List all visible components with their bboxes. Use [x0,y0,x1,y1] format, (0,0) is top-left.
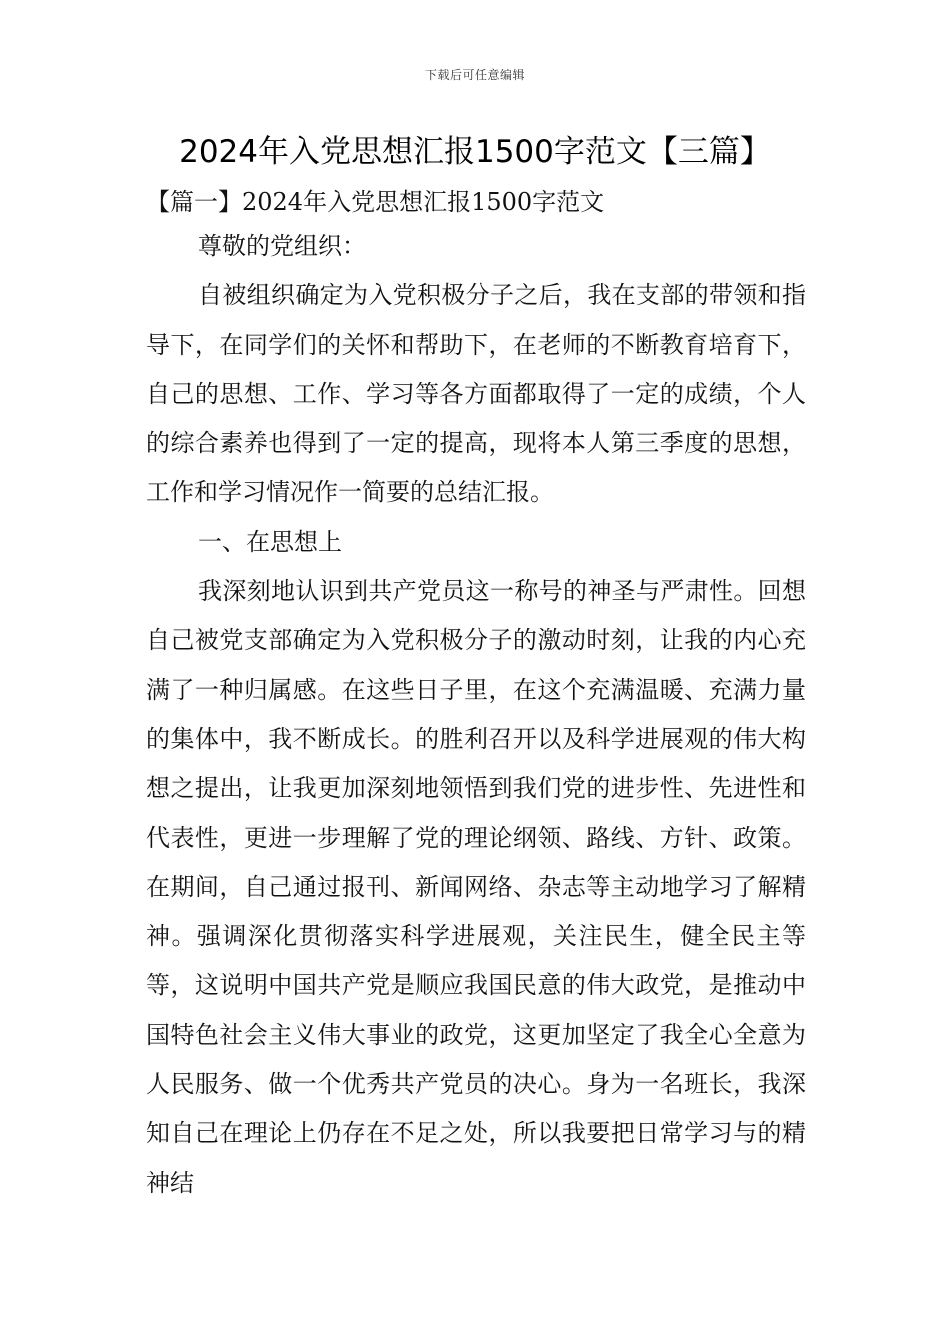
body-paragraph: 我深刻地认识到共产党员这一称号的神圣与严肃性。回想自己被党支部确定为入党积极分子的激动时刻，让我的内心充满了一种归属感。在这些日子里，在这个充满温暖、充满力量的集体中，我不断成长。的胜利召开以及科学进展观的伟大构想之提出，让我更加深刻地领悟到我们党的进步性、先进性和代表性，更进一步理解了党的理论纲领、路线、方针、政策。在期间，自己通过报刊、新闻网络、杂志等主动地学习了解精神。强调深化贯彻落实科学进展观，关注民生，健全民主等等，这说明中国共产党是顺应我国民意的伟大政党，是推动中国特色社会主义伟大事业的政党，这更加坚定了我全心全意为人民服务、做一个优秀共产党员的决心。身为一名班长，我深知自己在理论上仍存在不足之处，所以我要把日常学习与的精神结 [146,577,806,1197]
body-paragraph: 自被组织确定为入党积极分子之后，我在支部的带领和指导下，在同学们的关怀和帮助下，在老师的不断教育培育下，自己的思想、工作、学习等各方面都取得了一定的成绩，个人的综合素养也得到了一定的提高，现将本人第三季度的思想，工作和学习情况作一简要的总结汇报。 [146,281,806,507]
subsection-heading: 一、在思想上 [198,527,342,556]
salutation: 尊敬的党组织： [198,232,366,260]
document-title: 2024年入党思想汇报1500字范文【三篇】 [179,134,771,170]
section-heading: 【篇一】2024年入党思想汇报1500字范文 [146,188,605,216]
document-body [146,222,806,1208]
header-note: 下载后可任意编辑 [424,68,525,82]
